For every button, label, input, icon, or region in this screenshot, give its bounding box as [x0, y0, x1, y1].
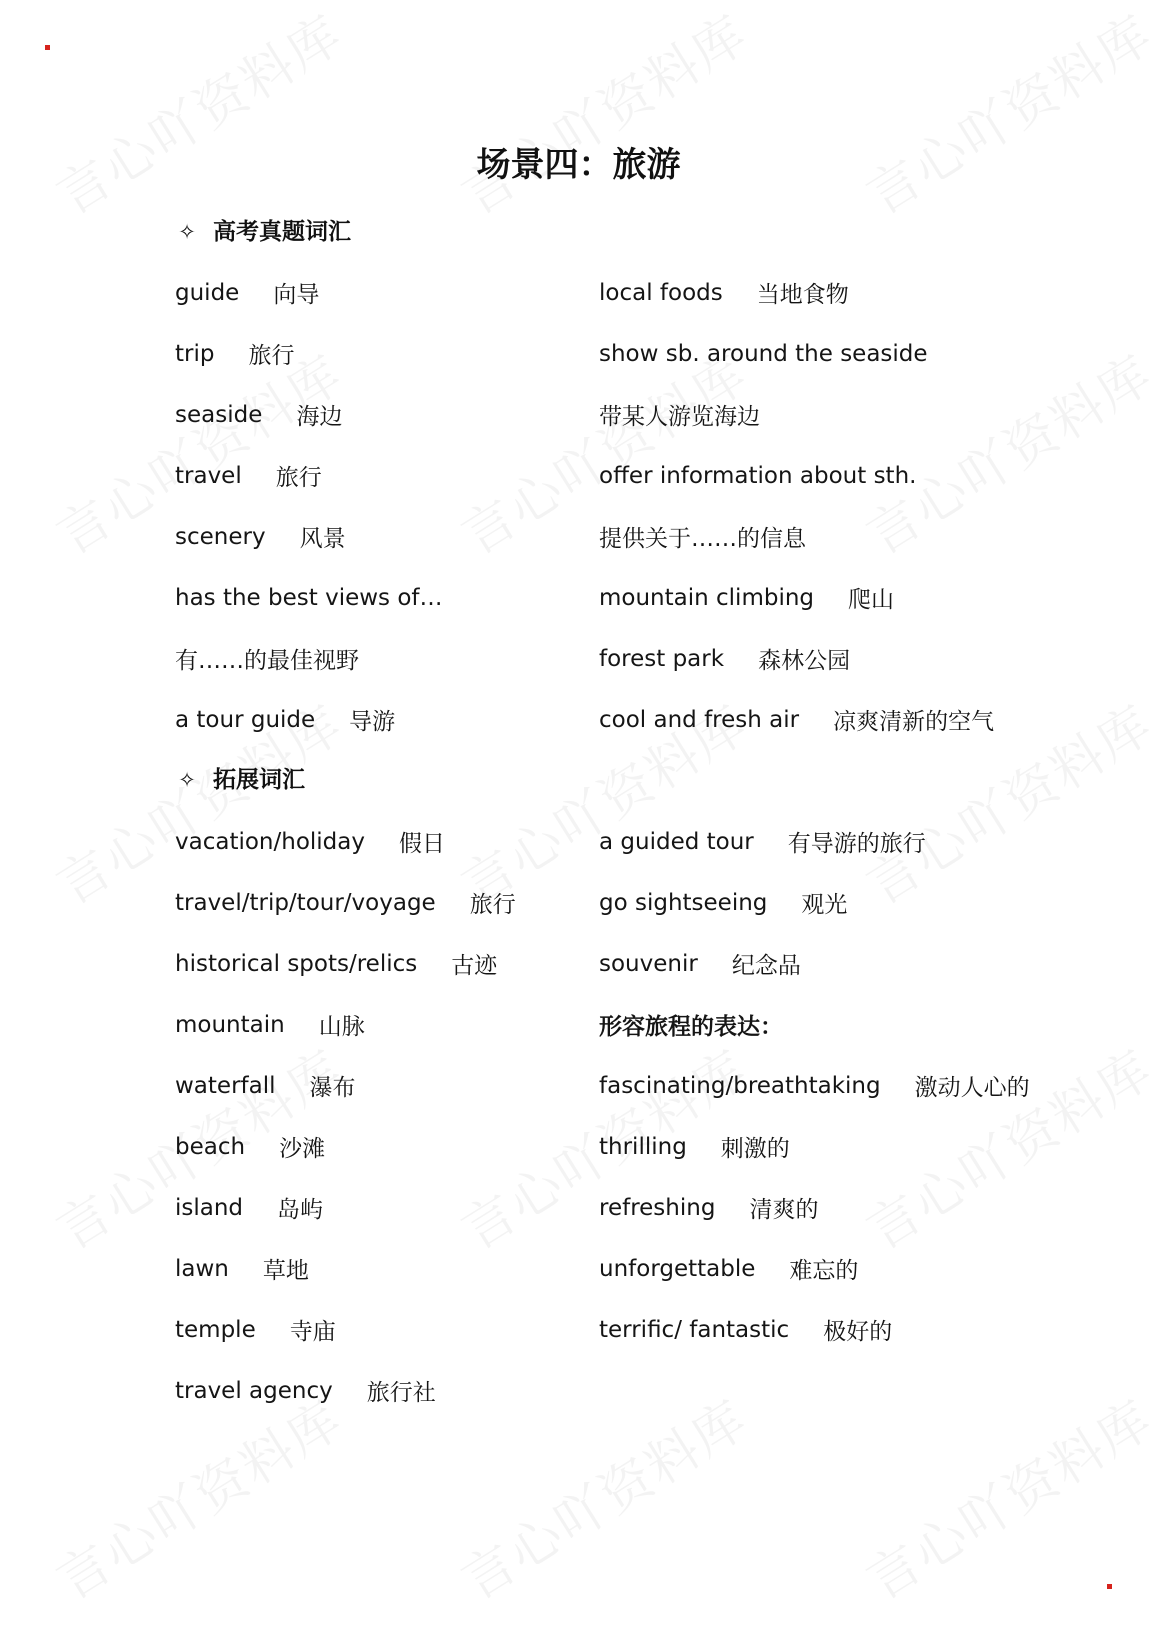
- vocab-row: [599, 689, 1039, 750]
- vocab-row: [599, 811, 1039, 872]
- vocab-english: thrilling: [599, 1133, 687, 1160]
- exam-vocab-right-column: [599, 262, 1039, 750]
- subheading-row: [599, 994, 1039, 1055]
- vocab-chinese: 岛屿: [277, 1197, 324, 1223]
- vocab-chinese: 纪念品: [731, 953, 801, 979]
- vocab-row: [175, 994, 615, 1055]
- vocab-row: [175, 1177, 615, 1238]
- vocab-chinese: 山脉: [318, 1014, 365, 1040]
- vocab-row: [175, 1299, 615, 1360]
- section-heading-exam-vocab: [175, 217, 351, 247]
- exam-vocab-left-column: [175, 262, 615, 750]
- vocab-row: [599, 933, 1039, 994]
- vocab-row: [175, 689, 615, 750]
- watermark: [850, 1378, 1157, 1613]
- four-point-star-icon: ✧: [178, 768, 196, 792]
- vocab-chinese: 寺庙: [289, 1319, 336, 1345]
- vocab-row: [175, 384, 615, 445]
- vocab-english: scenery: [175, 523, 266, 550]
- vocab-chinese: 向导: [273, 282, 320, 308]
- vocab-row: [175, 628, 615, 689]
- page-title: 场景四：旅游: [476, 145, 681, 185]
- vocab-english: guide: [175, 279, 240, 306]
- extended-vocab-left-column: [175, 811, 615, 1421]
- vocab-row: [175, 1116, 615, 1177]
- vocab-row: [599, 323, 1039, 384]
- vocab-chinese: 海边: [296, 404, 343, 430]
- vocab-english: souvenir: [599, 950, 698, 977]
- vocab-english: vacation/holiday: [175, 828, 365, 855]
- vocab-english: show sb. around the seaside: [599, 340, 928, 367]
- vocab-english: cool and fresh air: [599, 706, 800, 733]
- vocab-row: [599, 1055, 1039, 1116]
- vocab-english: a tour guide: [175, 706, 316, 733]
- vocab-chinese: 爬山: [848, 587, 895, 613]
- vocab-chinese: 旅行社: [366, 1380, 436, 1406]
- vocab-english: seaside: [175, 401, 263, 428]
- vocab-english: beach: [175, 1133, 246, 1160]
- extended-vocab-right-column: [599, 811, 1039, 1360]
- vocab-english: refreshing: [599, 1194, 716, 1221]
- vocab-english: travel/trip/tour/voyage: [175, 889, 436, 916]
- vocab-row: [599, 1299, 1039, 1360]
- vocab-row: [599, 262, 1039, 323]
- vocab-row: [599, 1116, 1039, 1177]
- vocab-chinese: 观光: [801, 892, 848, 918]
- vocab-english: 带某人游览海边: [599, 404, 760, 430]
- watermark: [40, 0, 355, 229]
- vocab-english: a guided tour: [599, 828, 754, 855]
- vocab-chinese: 凉爽清新的空气: [833, 709, 995, 735]
- vocab-english: island: [175, 1194, 244, 1221]
- vocab-row: [175, 567, 615, 628]
- corner-mark-top-left: [45, 45, 50, 50]
- vocab-chinese: 导游: [349, 709, 396, 735]
- vocab-chinese: 有导游的旅行: [787, 831, 926, 857]
- vocab-chinese: 难忘的: [789, 1258, 859, 1284]
- vocab-chinese: 清爽的: [749, 1197, 819, 1223]
- vocab-row: [175, 933, 615, 994]
- vocab-english: has the best views of…: [175, 584, 443, 611]
- vocab-english: offer information about sth.: [599, 462, 917, 489]
- vocab-chinese: 森林公园: [758, 648, 851, 674]
- vocab-english: fascinating/breathtaking: [599, 1072, 881, 1099]
- vocab-chinese: 激动人心的: [914, 1075, 1030, 1101]
- vocab-row: [175, 811, 615, 872]
- vocab-chinese: 旅行: [275, 465, 322, 491]
- vocab-english: forest park: [599, 645, 725, 672]
- vocab-row: [599, 445, 1039, 506]
- corner-mark-bottom-right: [1107, 1584, 1112, 1589]
- vocab-chinese: 假日: [399, 831, 445, 857]
- vocab-english: local foods: [599, 279, 723, 306]
- section-heading-extended-vocab: [175, 765, 305, 795]
- vocab-row: [599, 384, 1039, 445]
- vocab-row: [175, 872, 615, 933]
- vocab-english: 提供关于……的信息: [599, 526, 806, 552]
- vocab-english: 有……的最佳视野: [175, 648, 359, 674]
- vocab-english: mountain: [175, 1011, 285, 1038]
- vocab-row: [175, 1238, 615, 1299]
- vocab-english: travel: [175, 462, 242, 489]
- vocab-chinese: 旅行: [248, 343, 295, 369]
- vocab-row: [599, 1238, 1039, 1299]
- vocab-chinese: 旅行: [469, 892, 516, 918]
- vocab-chinese: 刺激的: [720, 1136, 790, 1162]
- section-heading-label: 高考真题词汇: [213, 219, 351, 245]
- vocab-english: unforgettable: [599, 1255, 756, 1282]
- vocab-chinese: 瀑布: [309, 1075, 356, 1101]
- vocab-row: [175, 262, 615, 323]
- vocab-chinese: 沙滩: [279, 1136, 326, 1162]
- four-point-star-icon: ✧: [178, 220, 196, 244]
- vocab-chinese: 草地: [262, 1258, 309, 1284]
- vocab-row: [599, 628, 1039, 689]
- vocab-row: [599, 872, 1039, 933]
- vocab-chinese: 当地食物: [756, 282, 849, 308]
- vocab-chinese: 古迹: [451, 953, 498, 979]
- vocab-english: lawn: [175, 1255, 229, 1282]
- watermark: [445, 0, 760, 229]
- vocab-row: [599, 506, 1039, 567]
- vocab-row: [175, 1055, 615, 1116]
- vocab-chinese: 风景: [299, 526, 346, 552]
- vocab-english: trip: [175, 340, 215, 367]
- vocab-row: [175, 1360, 615, 1421]
- vocab-english: waterfall: [175, 1072, 276, 1099]
- vocab-row: [599, 1177, 1039, 1238]
- vocab-english: mountain climbing: [599, 584, 815, 611]
- section-heading-label: 拓展词汇: [213, 767, 305, 793]
- watermark: [850, 0, 1157, 229]
- vocab-english: temple: [175, 1316, 256, 1343]
- vocab-english: go sightseeing: [599, 889, 768, 916]
- trip-description-subheading: 形容旅程的表达：: [599, 1014, 783, 1040]
- vocab-chinese: 极好的: [823, 1319, 893, 1345]
- vocab-english: historical spots/relics: [175, 950, 418, 977]
- vocab-row: [175, 323, 615, 384]
- vocab-row: [175, 506, 615, 567]
- vocab-english: travel agency: [175, 1377, 333, 1404]
- vocab-row: [599, 567, 1039, 628]
- vocab-english: terrific/ fantastic: [599, 1316, 790, 1343]
- vocab-row: [175, 445, 615, 506]
